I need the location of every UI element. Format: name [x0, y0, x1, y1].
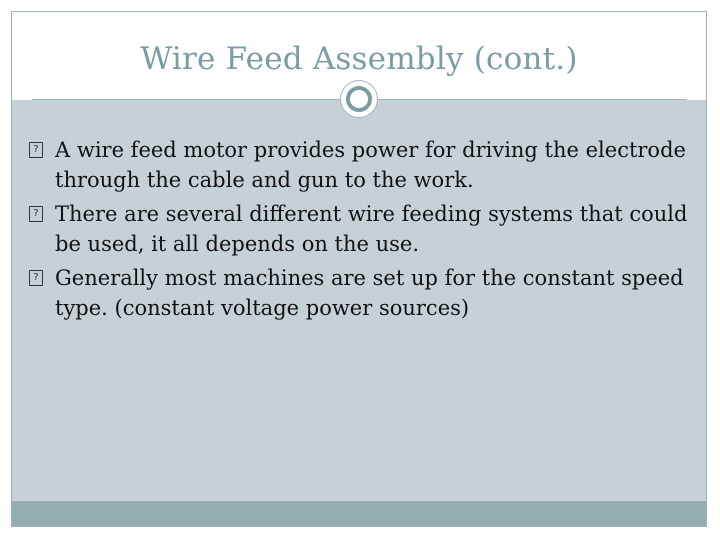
circle-ornament-inner [346, 86, 372, 112]
slide-title: Wire Feed Assembly (cont.) [140, 41, 578, 77]
bullet-list [27, 135, 697, 327]
bullet-item [27, 263, 697, 323]
bullet-box-icon: ? [29, 206, 43, 222]
bullet-text: A wire feed motor provides power for driving the electrode through the cable and gun to the work. [55, 138, 686, 192]
content-area [12, 100, 706, 502]
bullet-box-icon: ? [29, 270, 43, 286]
bullet-text: There are several different wire feeding systems that could be used, it all depends on the use. [55, 202, 688, 256]
bullet-item [27, 199, 697, 259]
slide-frame [11, 11, 707, 527]
bullet-text: Generally most machines are set up for the constant speed type. (constant voltage power sources) [55, 266, 684, 320]
bullet-item [27, 135, 697, 195]
bullet-box-icon: ? [29, 142, 43, 158]
circle-ornament-icon [341, 81, 377, 117]
bottom-band [12, 501, 706, 526]
